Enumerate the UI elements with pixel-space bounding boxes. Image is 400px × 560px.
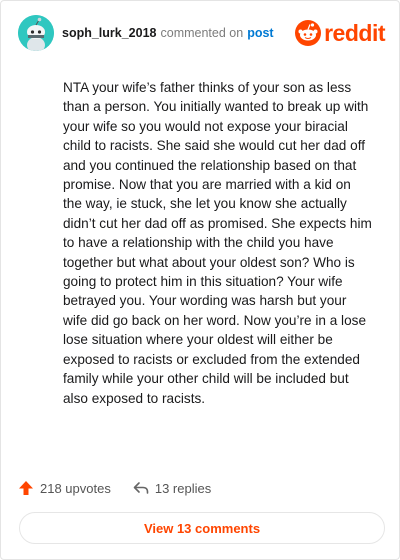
post-link[interactable]: post xyxy=(247,26,274,40)
reply-count: 13 replies xyxy=(154,480,212,496)
comment-actions xyxy=(18,477,211,499)
reddit-logo-icon xyxy=(295,20,321,46)
snoo-avatar-icon xyxy=(18,15,54,51)
upvote-count: 218 upvotes xyxy=(40,480,111,496)
reddit-wordmark: reddit xyxy=(324,19,385,46)
comment-header xyxy=(18,15,385,51)
comment-body: NTA your wife’s father thinks of your son as less than a person. You initially wanted to break up with your wife so you would not expose your biracial child to racists. She said she would cut her dad off and you continued the relationship based on that promise. Now that you are married with a kid on the way, ie stuck, she let you know she actually didn’t cut her dad off as promised. She expects him to have a relationship with the child you have together but what about your oldest son? Who is going to protect him in this situation? Your wife betrayed you. Your wording was harsh but your wife did go back on her word. Now you’re in a lose lose situation where your oldest will either be exposed to racists or excluded from the extended family while your other child will be included but also exposed to racists. xyxy=(63,80,372,406)
upvote-arrow-icon xyxy=(18,480,34,496)
view-comments-button[interactable]: View 13 comments xyxy=(19,512,385,544)
comment-meta xyxy=(62,26,274,40)
username[interactable]: soph_lurk_2018 xyxy=(62,26,157,40)
reddit-logo[interactable] xyxy=(295,20,385,47)
avatar[interactable] xyxy=(18,15,54,51)
reply-arrow-icon xyxy=(133,480,149,496)
replies-button[interactable] xyxy=(133,480,211,496)
commented-label: commented on xyxy=(160,26,244,40)
upvote-button[interactable] xyxy=(18,480,111,496)
